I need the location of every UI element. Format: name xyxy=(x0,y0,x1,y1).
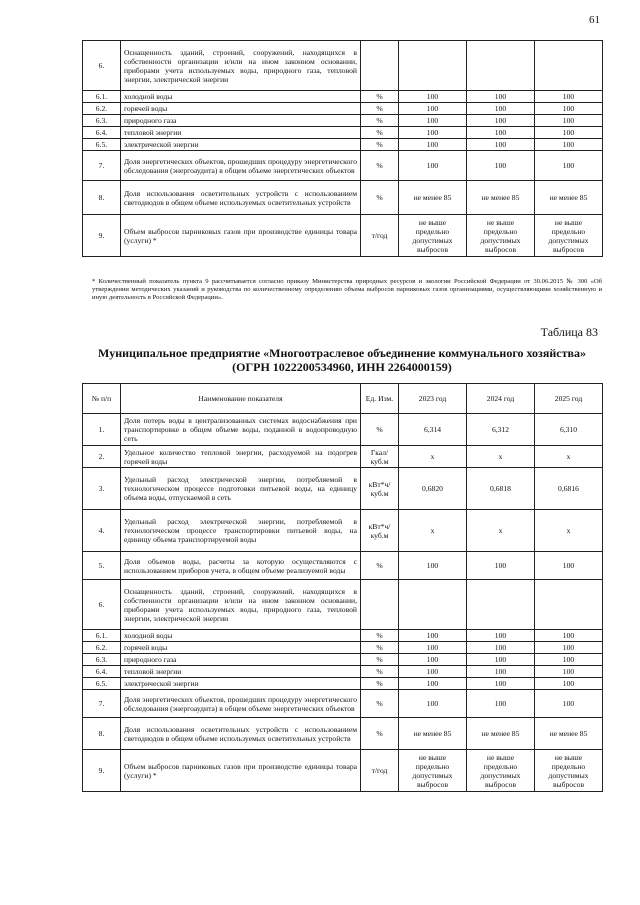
unit: % xyxy=(361,552,399,580)
indicator-table-83 xyxy=(82,383,603,792)
indicator-name: Оснащенность зданий, строений, сооружений, находящихся в собственности организации и/или на ином законном основании, приборами учета используемых воды, природного газа, тепловой энергии, электрической энергии xyxy=(121,41,361,91)
table-row xyxy=(83,414,603,446)
unit: % xyxy=(361,115,399,127)
indicator-name: Доля использования осветительных устройств с использованием светодиодов в общем объеме используемых осветительных устройств xyxy=(121,181,361,215)
row-number: 6. xyxy=(83,41,121,91)
value-2024: 100 xyxy=(467,690,535,718)
indicator-name: горячей воды xyxy=(121,642,361,654)
table-row xyxy=(83,552,603,580)
indicator-name: Доля энергетических объектов, прошедших процедуру энергетического обследования (энергоаудита) в общем объеме энергетических объектов xyxy=(121,690,361,718)
value-2024: 100 xyxy=(467,666,535,678)
table-row xyxy=(83,468,603,510)
value-2024: 100 xyxy=(467,552,535,580)
unit: % xyxy=(361,103,399,115)
indicator-name: электрической энергии xyxy=(121,139,361,151)
value-2023: не выше предельно допустимых выбросов xyxy=(399,215,467,257)
indicator-name: Объем выбросов парниковых газов при производстве единицы товара (услуги) * xyxy=(121,750,361,792)
row-number: 1. xyxy=(83,414,121,446)
value-2023: x xyxy=(399,446,467,468)
table-row xyxy=(83,215,603,257)
value-2025: 100 xyxy=(535,552,603,580)
value-2023: 100 xyxy=(399,91,467,103)
unit: % xyxy=(361,151,399,181)
value-2025: 100 xyxy=(535,103,603,115)
row-number: 7. xyxy=(83,690,121,718)
table-header-row xyxy=(83,384,603,414)
value-2025 xyxy=(535,580,603,630)
table-row xyxy=(83,115,603,127)
row-number: 6.2. xyxy=(83,103,121,115)
table-row xyxy=(83,630,603,642)
value-2025: 100 xyxy=(535,91,603,103)
header-2024: 2024 год xyxy=(467,384,535,414)
header-unit: Ед. Изм. xyxy=(361,384,399,414)
table83-body xyxy=(83,414,603,792)
top-table-body xyxy=(83,41,603,257)
row-number: 9. xyxy=(83,215,121,257)
value-2024: 100 xyxy=(467,103,535,115)
table-row xyxy=(83,642,603,654)
footnote: * Количественный показатель пункта 9 рассчитывается согласно приказу Министерства природных ресурсов и экологии Российской Федерации от 30.06.2015 № 300 «Об утверждении методических указаний и руководства по количественному определению объема выбросов парниковых газов организациями, осуществляющими хозяйственную и иную деятельность в Российской Федерации». xyxy=(92,278,602,302)
table-row xyxy=(83,91,603,103)
row-number: 8. xyxy=(83,181,121,215)
table-row xyxy=(83,580,603,630)
value-2023: 100 xyxy=(399,630,467,642)
value-2024: x xyxy=(467,510,535,552)
value-2025: x xyxy=(535,446,603,468)
value-2025: не менее 85 xyxy=(535,718,603,750)
unit: т/год xyxy=(361,215,399,257)
value-2023: 100 xyxy=(399,115,467,127)
indicator-name: Удельный расход электрической энергии, потребляемой в технологическом процессе транспортировки питьевой воды, на единицу объема транспортируемой воды xyxy=(121,510,361,552)
indicator-name: холодной воды xyxy=(121,91,361,103)
value-2023: 100 xyxy=(399,552,467,580)
value-2025: 100 xyxy=(535,642,603,654)
value-2024: 100 xyxy=(467,127,535,139)
value-2025: не выше предельно допустимых выбросов xyxy=(535,215,603,257)
table-row xyxy=(83,750,603,792)
indicator-name: природного газа xyxy=(121,115,361,127)
indicator-name: Доля энергетических объектов, прошедших процедуру энергетического обследования (энергоаудита) в общем объеме энергетических объектов xyxy=(121,151,361,181)
value-2023: не менее 85 xyxy=(399,718,467,750)
indicator-name: холодной воды xyxy=(121,630,361,642)
indicator-name: природного газа xyxy=(121,654,361,666)
row-number: 6.4. xyxy=(83,127,121,139)
value-2025 xyxy=(535,41,603,91)
row-number: 6.3. xyxy=(83,115,121,127)
value-2023: 100 xyxy=(399,666,467,678)
value-2024: 100 xyxy=(467,642,535,654)
indicator-name: Удельное количество тепловой энергии, расходуемой на подогрев горячей воды xyxy=(121,446,361,468)
value-2025: 100 xyxy=(535,151,603,181)
value-2025: 100 xyxy=(535,666,603,678)
indicator-name: тепловой энергии xyxy=(121,127,361,139)
row-number: 5. xyxy=(83,552,121,580)
row-number: 9. xyxy=(83,750,121,792)
value-2024: 0,6818 xyxy=(467,468,535,510)
value-2024: 100 xyxy=(467,139,535,151)
indicator-name: Доля объемов воды, расчеты за которую осуществляются с использованием приборов учета, в общем объеме реализуемой воды xyxy=(121,552,361,580)
value-2024 xyxy=(467,580,535,630)
table-row xyxy=(83,127,603,139)
row-number: 3. xyxy=(83,468,121,510)
value-2024: не выше предельно допустимых выбросов xyxy=(467,750,535,792)
value-2025: 100 xyxy=(535,690,603,718)
table-row xyxy=(83,139,603,151)
value-2023: 100 xyxy=(399,127,467,139)
table-row xyxy=(83,678,603,690)
value-2024: не выше предельно допустимых выбросов xyxy=(467,215,535,257)
row-number: 6.4. xyxy=(83,666,121,678)
value-2024: 6,312 xyxy=(467,414,535,446)
unit: % xyxy=(361,678,399,690)
table-row xyxy=(83,151,603,181)
value-2023: 100 xyxy=(399,103,467,115)
row-number: 6.5. xyxy=(83,139,121,151)
table-row xyxy=(83,41,603,91)
indicator-name: Доля потерь воды в централизованных системах водоснабжения при транспортировке в общем объеме воды, поданной в водопроводную сеть xyxy=(121,414,361,446)
header-2025: 2025 год xyxy=(535,384,603,414)
value-2024 xyxy=(467,41,535,91)
unit: % xyxy=(361,690,399,718)
table-caption: Таблица 83 xyxy=(540,325,598,339)
table-row xyxy=(83,718,603,750)
unit: Гкал/ куб.м xyxy=(361,446,399,468)
row-number: 6.1. xyxy=(83,91,121,103)
value-2025: 100 xyxy=(535,127,603,139)
unit: % xyxy=(361,181,399,215)
unit: % xyxy=(361,654,399,666)
value-2023: 100 xyxy=(399,642,467,654)
value-2025: не выше предельно допустимых выбросов xyxy=(535,750,603,792)
value-2025: 6,310 xyxy=(535,414,603,446)
row-number: 7. xyxy=(83,151,121,181)
table-row xyxy=(83,654,603,666)
unit: % xyxy=(361,91,399,103)
indicator-name: Удельный расход электрической энергии, потребляемой в технологическом процессе подготовки питьевой воды, на единицу объема воды, отпускаемой в сеть xyxy=(121,468,361,510)
row-number: 6.2. xyxy=(83,642,121,654)
value-2025: 100 xyxy=(535,115,603,127)
value-2023: 100 xyxy=(399,654,467,666)
value-2025: x xyxy=(535,510,603,552)
value-2024: 100 xyxy=(467,654,535,666)
page-number: 61 xyxy=(589,14,600,26)
organization-title: Муниципальное предприятие «Многоотраслевое объединение коммунального хозяйства» (ОГРН 1022200534960, ИНН 2264000159) xyxy=(98,346,586,374)
header-2023: 2023 год xyxy=(399,384,467,414)
value-2023 xyxy=(399,580,467,630)
value-2025: 0,6816 xyxy=(535,468,603,510)
unit: % xyxy=(361,630,399,642)
value-2025: 100 xyxy=(535,630,603,642)
value-2025: не менее 85 xyxy=(535,181,603,215)
value-2023: не выше предельно допустимых выбросов xyxy=(399,750,467,792)
value-2024: не менее 85 xyxy=(467,181,535,215)
value-2023: 100 xyxy=(399,139,467,151)
table-row xyxy=(83,510,603,552)
unit: кВт*ч/ куб.м xyxy=(361,510,399,552)
indicator-name: электрической энергии xyxy=(121,678,361,690)
unit xyxy=(361,41,399,91)
table-row xyxy=(83,446,603,468)
value-2023: не менее 85 xyxy=(399,181,467,215)
unit: % xyxy=(361,414,399,446)
indicator-name: тепловой энергии xyxy=(121,666,361,678)
value-2024: 100 xyxy=(467,115,535,127)
value-2024: 100 xyxy=(467,630,535,642)
indicator-name: горячей воды xyxy=(121,103,361,115)
value-2023: 100 xyxy=(399,678,467,690)
table-row xyxy=(83,666,603,678)
unit: % xyxy=(361,642,399,654)
row-number: 6. xyxy=(83,580,121,630)
row-number: 6.1. xyxy=(83,630,121,642)
header-num: № п/п xyxy=(83,384,121,414)
value-2025: 100 xyxy=(535,654,603,666)
unit: % xyxy=(361,718,399,750)
value-2024: 100 xyxy=(467,678,535,690)
row-number: 6.5. xyxy=(83,678,121,690)
table-row xyxy=(83,181,603,215)
row-number: 2. xyxy=(83,446,121,468)
value-2025: 100 xyxy=(535,678,603,690)
value-2023 xyxy=(399,41,467,91)
value-2025: 100 xyxy=(535,139,603,151)
indicator-name: Объем выбросов парниковых газов при производстве единицы товара (услуги) * xyxy=(121,215,361,257)
unit: % xyxy=(361,127,399,139)
table-row xyxy=(83,103,603,115)
table-row xyxy=(83,690,603,718)
indicator-name: Оснащенность зданий, строений, сооружений, находящихся в собственности организации и/или на ином законном основании, приборами учета используемых воды, природного газа, тепловой энергии, электрической энергии xyxy=(121,580,361,630)
unit: кВт*ч/ куб.м xyxy=(361,468,399,510)
value-2024: 100 xyxy=(467,91,535,103)
unit: % xyxy=(361,139,399,151)
value-2023: 100 xyxy=(399,690,467,718)
row-number: 8. xyxy=(83,718,121,750)
row-number: 6.3. xyxy=(83,654,121,666)
value-2023: x xyxy=(399,510,467,552)
header-name: Наименование показателя xyxy=(121,384,361,414)
value-2024: не менее 85 xyxy=(467,718,535,750)
unit xyxy=(361,580,399,630)
row-number: 4. xyxy=(83,510,121,552)
value-2023: 0,6820 xyxy=(399,468,467,510)
unit: т/год xyxy=(361,750,399,792)
indicator-name: Доля использования осветительных устройств с использованием светодиодов в общем объеме используемых осветительных устройств xyxy=(121,718,361,750)
value-2023: 6,314 xyxy=(399,414,467,446)
top-indicator-table xyxy=(82,40,603,257)
value-2024: x xyxy=(467,446,535,468)
unit: % xyxy=(361,666,399,678)
value-2024: 100 xyxy=(467,151,535,181)
value-2023: 100 xyxy=(399,151,467,181)
